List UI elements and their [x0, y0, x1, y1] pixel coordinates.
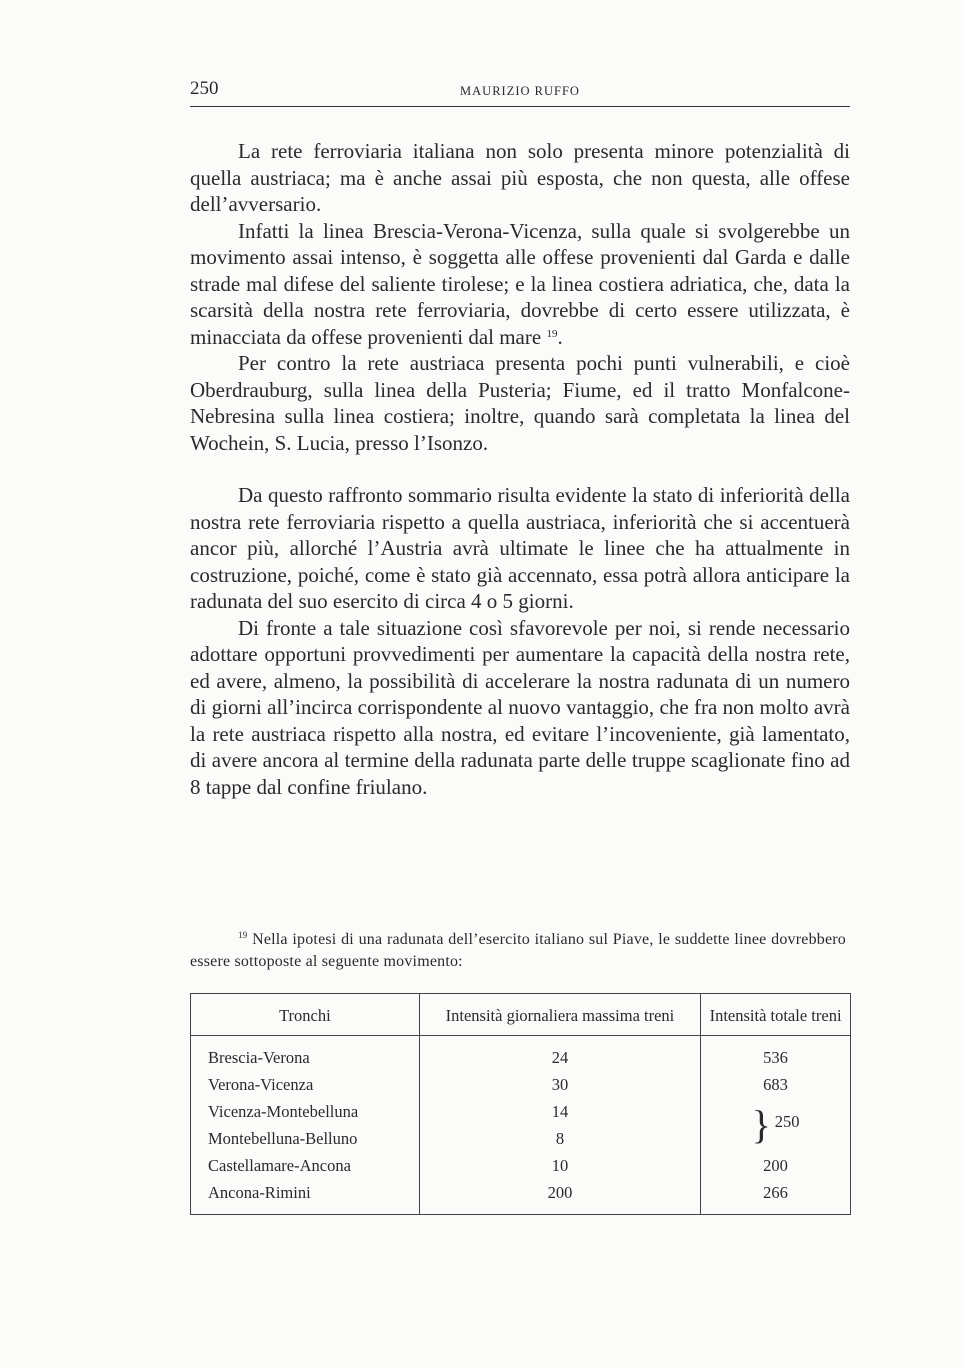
- paragraph-text: Infatti la linea Brescia-Verona-Vicenza, sulla quale si svolgerebbe un movimento assai intenso, è soggetta alle offese provenienti dal Garda e dalle strade mal difese del saliente tirolese; e la linea costiera adriatica, che, data la scarsità della nostra rete ferroviaria, dovrebbe di certo essere utilizzata, è minacciata da offese provenienti dal mare: [190, 218, 850, 349]
- tronco-cell: Castellamare-Ancona: [191, 1152, 420, 1179]
- total-cell: 200: [701, 1152, 851, 1179]
- total-cell: 266: [701, 1179, 851, 1215]
- running-head: MAURIZIO RUFFO: [460, 84, 580, 98]
- body-text: [190, 138, 850, 800]
- column-header-tronchi: Tronchi: [191, 994, 420, 1036]
- paragraph: Di fronte a tale situazione così sfavorevole per noi, si rende necessario adottare opportuni provvedimenti per aumentare la capacità della nostra rete, ed avere, almeno, la possibilità di accelerare la nostra radunata di un numero di giorni all’incirca corrispondente al nuovo vantaggio, che fra non molto avrà la rete austriaca rispetto alla nostra, ed evitare l’incoveniente, già lamentato, di avere ancora al termine della radunata parte delle truppe scaglionate fino ad 8 tappe dal confine friulano.: [190, 615, 850, 799]
- tronco-cell: Ancona-Rimini: [191, 1179, 420, 1215]
- tronco-cell: Vicenza-Montebelluna: [191, 1098, 420, 1125]
- paragraph: Da questo raffronto sommario risulta evidente la stato di inferiorità della nostra rete ferroviaria rispetto a quella austriaca, inferiorità che si accentuerà ancor più, allorché l’Austria avrà ultimate le linee che ha attualmente in costruzione, poiché, come è stato già accennato, essa potrà allora anticipare la radunata del suo esercito di circa 4 o 5 giorni.: [190, 483, 850, 613]
- total-cell-combined: [701, 1098, 851, 1152]
- page-number: 250: [190, 78, 219, 99]
- brace-icon: }: [751, 1102, 771, 1147]
- column-header-total-intensity: Intensità totale treni: [701, 994, 851, 1036]
- footnote-text: Nella ipotesi di una radunata dell’esercito italiano sul Piave, le suddette linee dovrebbero essere sottoposte al seguente movimento:: [190, 931, 847, 970]
- paragraph: Per contro la rete austriaca presenta pochi punti vulnerabili, e cioè Oberdrauburg, sulla linea della Pusteria; Fiume, ed il tratto Monfalcone-Nebresina sulla linea costiera; inoltre, quando sarà completata la linea del Wochein, S. Lucia, presso l’Isonzo.: [190, 351, 850, 455]
- table-row: [191, 1071, 851, 1098]
- total-cell: 683: [701, 1071, 851, 1098]
- paragraph: Infatti la linea Brescia-Verona-Vicenza, sulla quale si svolgerebbe un movimento assai intenso, è soggetta alle offese provenienti dal Garda e dalle strade mal difese del saliente tirolese; e la linea costiera adriatica, che, data la scarsità della nostra rete ferroviaria, dovrebbe di certo essere utilizzata, è minacciata da offese provenienti dal mare $^{19}$.: [190, 218, 850, 349]
- footnote-reference[interactable]: 19: [546, 327, 558, 340]
- daily-cell: 200: [419, 1179, 700, 1215]
- daily-cell: 24: [419, 1036, 700, 1072]
- tronco-cell: Montebelluna-Belluno: [191, 1125, 420, 1152]
- total-cell: 536: [701, 1036, 851, 1072]
- daily-cell: 14: [419, 1098, 700, 1125]
- daily-cell: 10: [419, 1152, 700, 1179]
- table-row: [191, 1036, 851, 1072]
- daily-cell: 8: [419, 1125, 700, 1152]
- footnote-marker: 19: [238, 930, 248, 940]
- table-row: [191, 1098, 851, 1125]
- table-header-row: [191, 994, 851, 1036]
- combined-total: 250: [774, 1111, 800, 1131]
- footnote: [190, 929, 846, 973]
- tronco-cell: Brescia-Verona: [191, 1036, 420, 1072]
- table-row: [191, 1179, 851, 1215]
- trains-table: [190, 993, 851, 1215]
- tronco-cell: Verona-Vicenza: [191, 1071, 420, 1098]
- daily-cell: 30: [419, 1071, 700, 1098]
- page-header: [190, 78, 850, 107]
- paragraph: La rete ferroviaria italiana non solo presenta minore potenzialità di quella austriaca; ma è anche assai più esposta, che non questa, alle offese dell’avversario.: [190, 139, 850, 216]
- table-row: [191, 1152, 851, 1179]
- column-header-daily-intensity: Intensità giornaliera massima treni: [419, 994, 700, 1036]
